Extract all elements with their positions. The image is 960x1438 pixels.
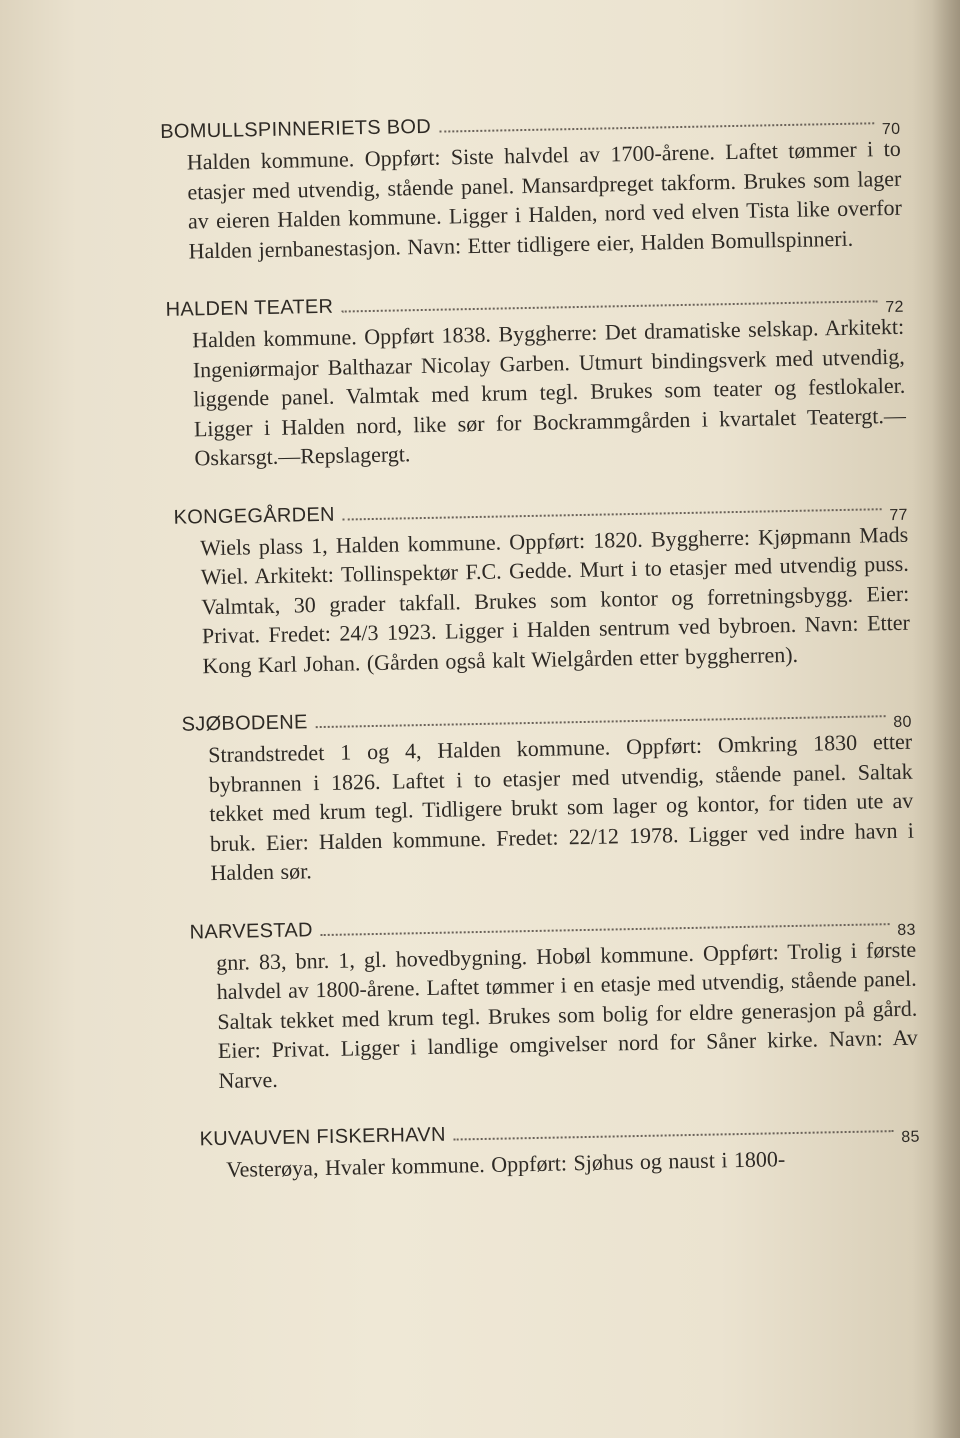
entry-title: BOMULLSPINNERIETS BOD xyxy=(160,115,432,143)
entry-page-number: 70 xyxy=(881,120,901,139)
entry-title: HALDEN TEATER xyxy=(165,295,334,321)
entry-title: NARVESTAD xyxy=(189,918,313,944)
entry-title: SJØBODENE xyxy=(181,711,308,736)
entry-title: KUVAUVEN FISKERHAVN xyxy=(199,1123,446,1151)
entry-page-number: 80 xyxy=(893,713,912,732)
dot-leader xyxy=(343,507,881,520)
entry-page-number: 77 xyxy=(889,506,908,524)
entry-description: Vesterøya, Hvaler kommune. Oppført: Sjøhus og naust i 1800- xyxy=(225,1146,786,1182)
index-list xyxy=(160,104,921,1216)
entry-description: gnr. 83, bnr. 1, gl. hovedbygning. Hobøl kommune. Oppført: Trolig i første halvdel av 1800-årene. Laftet tømmer i en etasje med utvendig, stående panel. Saltak tekket med krum tegl. Brukes som bolig for eldre generasjon på gård. Eier: Privat. Ligger i landlige omgivelser nord for Såner kirke. Navn: Av Narve. xyxy=(215,936,919,1093)
entry-page-number: 72 xyxy=(885,298,904,317)
index-entry xyxy=(173,489,910,681)
entry-page-number: 83 xyxy=(897,921,916,939)
dot-leader xyxy=(316,714,885,728)
entry-page-number: 85 xyxy=(901,1128,920,1146)
dot-leader xyxy=(454,1129,893,1140)
index-entry xyxy=(165,282,906,474)
page-edge-shadow xyxy=(932,0,960,1438)
entry-description: Strandstredet 1 og 4, Halden kommune. Oppført: Omkring 1830 etter bybrannen i 1826. Laftet i to etasjer med utvendig, stående panel. Saltak tekket med krum tegl. Tidligere brukt som lager og kontor, for tiden ute av bruk. Eier: Halden kommune. Fredet: 22/12 1978. Ligger ved indre havn i Halden sør. xyxy=(207,728,915,886)
entry-description: Halden kommune. Oppført 1838. Byggherre: Det dramatiske selskap. Arkitekt: Ingeniørmajor Balthazar Nicolay Garben. Utmurt bindingsverk med utvendig, liggende panel. Valmtak med krum tegl. Brukes som teater og festlokaler. Ligger i Halden nord, like sør for Bockrammgården i kvartalet Teatergt.—Oskarsgt.—Repslagergt. xyxy=(192,313,907,471)
dot-leader xyxy=(341,299,877,312)
dot-leader xyxy=(321,922,889,936)
entry-description: Wiels plass 1, Halden kommune. Oppført: 1820. Byggherre: Kjøpmann Mads Wiel. Arkitekt: Tollinspektør F.C. Gedde. Murt i to etasjer med utvendig puss. Valmtak, 30 grader takfall. Brukes som kontor og forretningsbygg. Eier: Privat. Fredet: 24/3 1923. Ligger i Halden sentrum ved bybroen. Navn: Etter Kong Karl Johan. (Gården også kalt Wielgården etter byggherren). xyxy=(200,521,911,678)
entry-description: Halden kommune. Oppført: Siste halvdel av 1700-årene. Laftet tømmer i to etasjer med utvendig, stående panel. Mansardpreget takform. Brukes som lager av eieren Halden kommune. Ligger i Halden, nord ved elven Tista like overfor Halden jernbanestasjon. Navn: Etter tidligere eier, Halden Bomullspinneri. xyxy=(186,135,903,263)
index-entry xyxy=(199,1112,920,1185)
entry-title: KONGEGÅRDEN xyxy=(173,503,335,529)
index-entry xyxy=(160,104,903,266)
dot-leader xyxy=(439,121,874,132)
index-entry xyxy=(189,904,918,1095)
index-entry xyxy=(181,697,914,888)
